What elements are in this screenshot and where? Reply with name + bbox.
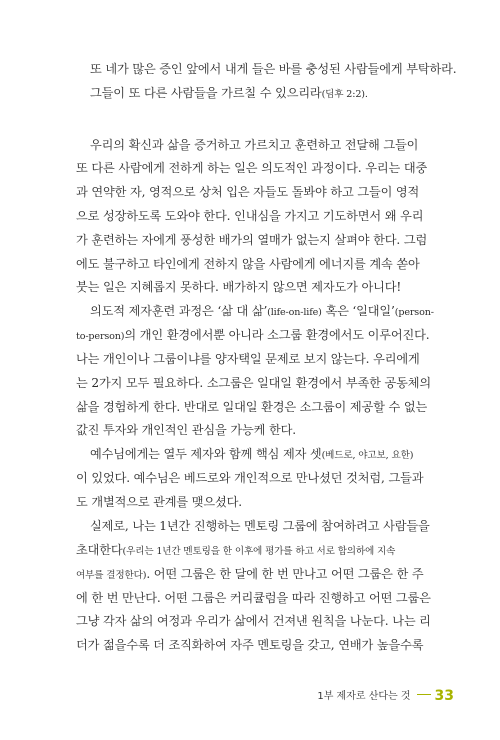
body-line: 과 연약한 자, 영적으로 상처 입은 자들도 돌봐야 하고 그들이 영적 [76, 185, 420, 199]
body-line: 에도 불구하고 타인에게 전하지 않을 사람에게 에너지를 계속 쏟아 [76, 257, 420, 271]
body-line: 가 훈련하는 자에게 풍성한 배가의 열매가 없는지 살펴야 한다. 그럼 [76, 233, 428, 247]
body-line [76, 566, 423, 584]
english-term: to-person) [76, 331, 125, 342]
text-run: 초대한다 [76, 543, 123, 557]
text-run: 예수님에게는 열두 제자와 함께 핵심 제자 셋 [90, 447, 322, 461]
quote-line-1: 또 네가 많은 증인 앞에서 내게 들은 바를 충성된 사람들에게 부탁하라. [90, 62, 457, 76]
parenthetical: (베드로, 야고보, 요한) [321, 450, 414, 461]
body-line: 값진 투자와 개인적인 관심을 가능케 한다. [76, 423, 296, 437]
body-line: 이 있었다. 예수님은 베드로와 개인적으로 만나셨던 것처럼, 그들과 [76, 471, 424, 485]
english-term: (life-on-life) [267, 307, 322, 318]
running-footer-title: 1부 제자로 산다는 것 [317, 691, 411, 702]
body-line: 붓는 일은 지혜롭지 못하다. 배가하지 않으면 제자도가 아니다! [76, 280, 402, 294]
parenthetical: (우리는 1년간 멘토링을 한 이후에 평가를 하고 서로 합의하에 지속 [122, 546, 396, 557]
body-line: 실제로, 나는 1년간 진행하는 멘토링 그룹에 참여하려고 사람들을 [90, 519, 430, 533]
body-line: 삶을 경험하게 한다. 반대로 일대일 환경은 소그룹이 제공할 수 없는 [76, 400, 428, 414]
body-line: 는 2가지 모두 필요하다. 소그룹은 일대일 환경에서 부족한 공동체의 [76, 376, 431, 390]
page-footer [317, 684, 454, 704]
body-line: 나는 개인이나 그룹이냐를 양자택일 문제로 보지 않는다. 우리에게 [76, 352, 420, 366]
body-line: 도 개별적으로 관계를 맺으셨다. [76, 495, 242, 509]
text-run: 의 개인 환경에서뿐 아니라 소그룹 환경에서도 이루어진다. [124, 328, 430, 342]
english-term: (person- [394, 307, 434, 318]
quote-line-2 [90, 85, 368, 103]
body-line: 에 한 번 만난다. 어떤 그룹은 커리큘럼을 따라 진행하고 어떤 그룹은 [76, 591, 431, 605]
body-line: 더가 젊을수록 더 조직화하여 자주 멘토링을 갖고, 연배가 높을수록 [76, 638, 424, 652]
text-run: 의도적 제자훈련 과정은 ‘삶 대 삶’ [90, 304, 268, 318]
text-run: . 어떤 그룹은 한 달에 한 번 만나고 어떤 그룹은 한 주 [146, 567, 424, 581]
footer-divider [417, 694, 431, 695]
parenthetical: 여부를 결정한다) [76, 570, 147, 581]
body-line: 으로 성장하도록 도와야 한다. 인내심을 가지고 기도하면서 왜 우리 [76, 209, 424, 223]
quote-reference: (딤후 2:2). [321, 89, 368, 100]
body-line: 또 다른 사람에게 전하게 하는 일은 의도적인 과정이다. 우리는 대중 [76, 161, 428, 175]
body-line [90, 303, 434, 321]
body-line: 우리의 확신과 삶을 증거하고 가르치고 훈련하고 전달해 그들이 [90, 138, 419, 152]
body-line [76, 327, 429, 345]
page-number: 33 [434, 688, 454, 704]
quote-text: 그들이 또 다른 사람들을 가르칠 수 있으리라 [90, 86, 322, 100]
body-line [90, 446, 413, 464]
body-line [76, 542, 395, 560]
body-line: 그냥 각자 삶의 여정과 우리가 삶에서 건져낸 원칙을 나눈다. 나는 리 [76, 614, 431, 628]
text-run: 혹은 ‘일대일’ [321, 304, 395, 318]
